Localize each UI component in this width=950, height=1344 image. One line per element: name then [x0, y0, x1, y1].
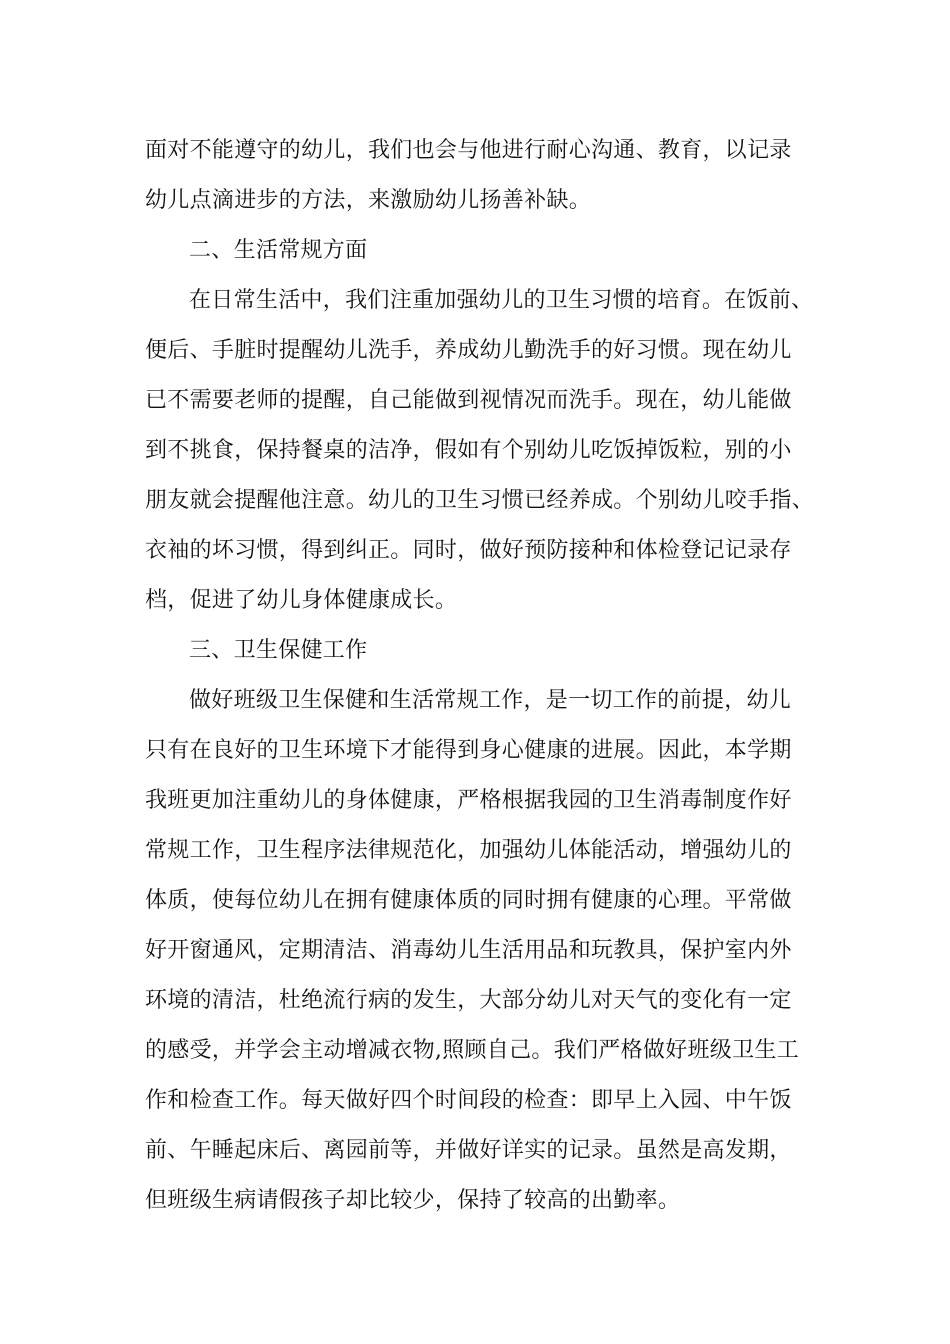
paragraph-line: 只有在良好的卫生环境下才能得到身心健康的进展。因此，本学期 [145, 738, 792, 763]
paragraph-line: 朋友就会提醒他注意。幼儿的卫生习惯已经养成。个别幼儿咬手指、 [145, 488, 815, 513]
paragraph-line: 体质，使每位幼儿在拥有健康体质的同时拥有健康的心理。平常做 [145, 888, 792, 913]
paragraph-line: 好开窗通风，定期清洁、消毒幼儿生活用品和玩教具，保护室内外 [145, 938, 792, 963]
paragraph-line: 幼儿点滴进步的方法，来激励幼儿扬善补缺。 [145, 188, 592, 213]
paragraph-line: 常规工作，卫生程序法律规范化，加强幼儿体能活动，增强幼儿的 [145, 838, 792, 863]
paragraph-line: 环境的清洁，杜绝流行病的发生，大部分幼儿对天气的变化有一定 [145, 988, 792, 1013]
section-heading: 三、卫生保健工作 [189, 638, 368, 663]
paragraph-line: 到不挑食，保持餐桌的洁净，假如有个别幼儿吃饭掉饭粒，别的小 [145, 438, 792, 463]
paragraph-line: 便后、手脏时提醒幼儿洗手，养成幼儿勤洗手的好习惯。现在幼儿 [145, 338, 792, 363]
paragraph-line: 面对不能遵守的幼儿，我们也会与他进行耐心沟通、教育，以记录 [145, 138, 792, 163]
paragraph-line: 作和检查工作。每天做好四个时间段的检查：即早上入园、中午饭 [145, 1088, 792, 1113]
section-heading: 二、生活常规方面 [189, 238, 368, 263]
paragraph-line: 的感受，并学会主动增减衣物,照顾自己。我们严格做好班级卫生工 [145, 1038, 799, 1063]
paragraph-line: 但班级生病请假孩子却比较少，保持了较高的出勤率。 [145, 1188, 681, 1213]
paragraph-line: 做好班级卫生保健和生活常规工作，是一切工作的前提，幼儿 [189, 688, 792, 713]
paragraph-line: 已不需要老师的提醒，自己能做到视情况而洗手。现在，幼儿能做 [145, 388, 792, 413]
paragraph-line: 前、午睡起床后、离园前等，并做好详实的记录。虽然是高发期， [145, 1138, 792, 1163]
paragraph-line: 我班更加注重幼儿的身体健康，严格根据我园的卫生消毒制度作好 [145, 788, 792, 813]
paragraph-line: 档，促进了幼儿身体健康成长。 [145, 588, 458, 613]
paragraph-line: 在日常生活中，我们注重加强幼儿的卫生习惯的培育。在饭前、 [189, 288, 814, 313]
paragraph-line: 衣袖的坏习惯，得到纠正。同时，做好预防接种和体检登记记录存 [145, 538, 792, 563]
